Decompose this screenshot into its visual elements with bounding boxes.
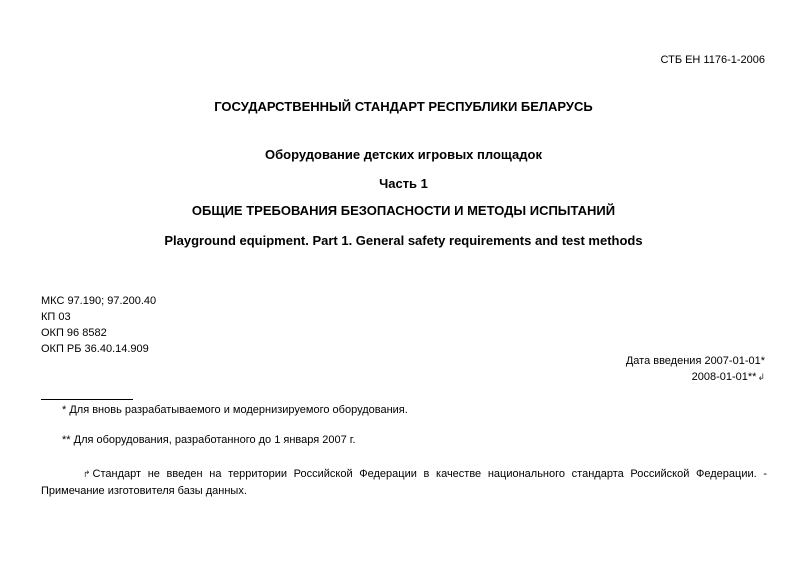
requirements-title: ОБЩИЕ ТРЕБОВАНИЯ БЕЗОПАСНОСТИ И МЕТОДЫ ИСПЫТАНИЙ: [191, 203, 616, 218]
introduction-date-2: 2008-01-01**: [691, 371, 757, 383]
footnote-3: [41, 466, 767, 500]
introduction-date-1: Дата введения 2007-01-01*: [625, 355, 765, 367]
footnote-2: ** Для оборудования, разработанного до 1 января 2007 г.: [62, 434, 356, 446]
document-part: Часть 1: [379, 176, 428, 191]
footnote-3-text: Стандарт не введен на территории Российской Федерации в качестве национального стандарта Российской Федерации. - Примечание изготовителя базы данных.: [41, 468, 767, 497]
introduction-date-2-row: [626, 369, 765, 385]
english-title: Playground equipment. Part 1. General safety requirements and test methods: [164, 233, 643, 248]
footnote-marker-icon[interactable]: ↲: [757, 372, 765, 382]
document-title: ГОСУДАРСТВЕННЫЙ СТАНДАРТ РЕСПУБЛИКИ БЕЛАРУСЬ: [214, 99, 593, 114]
footnote-1: * Для вновь разрабатываемого и модернизируемого оборудования.: [62, 404, 408, 416]
footnote-marker-icon: ↱: [83, 469, 91, 479]
footnote-divider: [41, 399, 133, 400]
code-okp: ОКП 96 8582: [41, 327, 107, 339]
code-okp-rb: ОКП РБ 36.40.14.909: [41, 343, 149, 355]
code-mks: МКС 97.190; 97.200.40: [41, 295, 157, 307]
code-kp: КП 03: [41, 311, 71, 323]
document-subtitle: Оборудование детских игровых площадок: [265, 147, 542, 162]
standard-code: СТБ ЕН 1176-1-2006: [660, 54, 765, 66]
introduction-dates: [626, 353, 765, 385]
classification-codes: [41, 293, 156, 357]
